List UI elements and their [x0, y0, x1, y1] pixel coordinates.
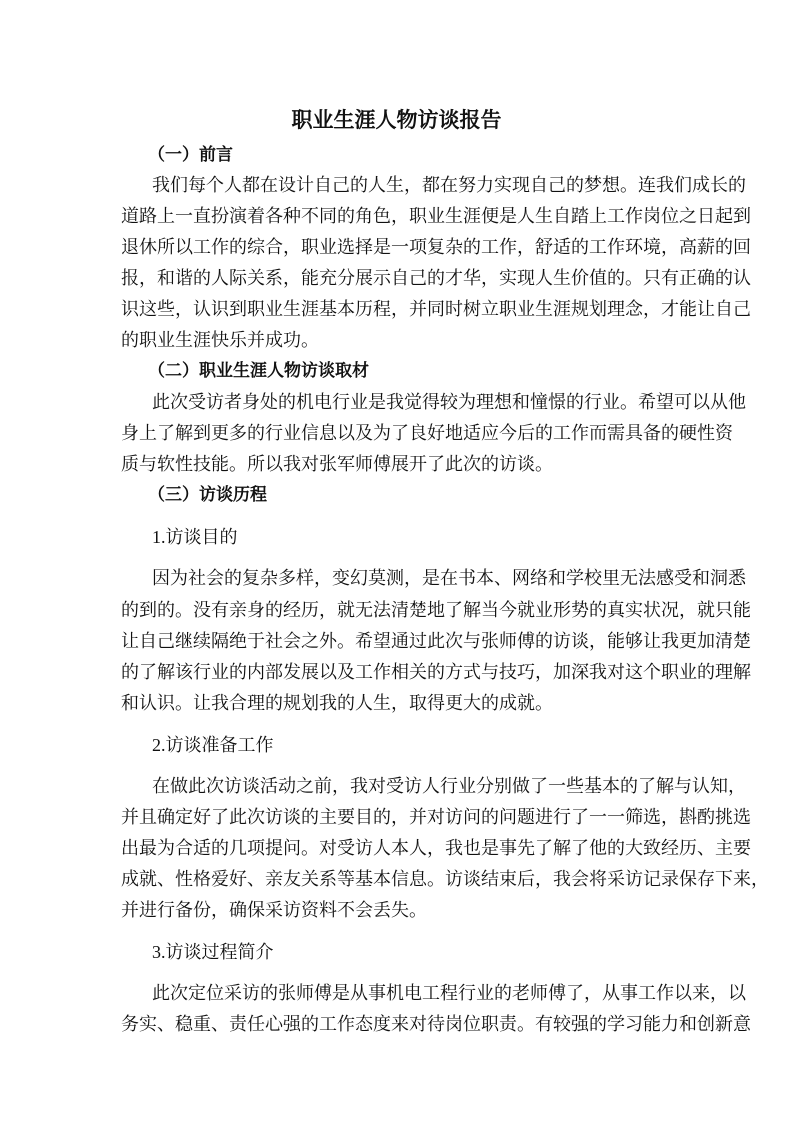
text-line: 并且确定好了此次访谈的主要目的，并对访问的问题进行了一一筛选，斟酌挑选 [121, 807, 751, 827]
text-line: 让自己继续隔绝于社会之外。希望通过此次与张师傅的访谈，能够让我更加清楚 [121, 631, 751, 651]
section-heading: （二）职业生涯人物访谈取材 [148, 361, 369, 380]
text-line: 的到的。没有亲身的经历，就无法清楚地了解当今就业形势的真实状况，就只能 [121, 600, 751, 620]
text-line: 和认识。让我合理的规划我的人生，取得更大的成就。 [121, 693, 553, 713]
text-line: 的了解该行业的内部发展以及工作相关的方式与技巧，加深我对这个职业的理解 [121, 662, 751, 682]
text-line: 退休所以工作的综合，职业选择是一项复杂的工作，舒适的工作环境，高薪的回 [121, 237, 751, 257]
text-line: 在做此次访谈活动之前，我对受访人行业分别做了一些基本的了解与认知， [152, 776, 746, 796]
text-line: 此次定位采访的张师傅是从事机电工程行业的老师傅了，从事工作以来，以 [152, 983, 746, 1003]
subsection-title: 2.访谈准备工作 [152, 735, 274, 755]
text-line: 此次受访者身处的机电行业是我觉得较为理想和憧憬的行业。希望可以从他 [152, 392, 746, 412]
section-heading: （一）前言 [148, 145, 233, 164]
text-line: 识这些，认识到职业生涯基本历程，并同时树立职业生涯规划理念，才能让自己 [121, 299, 751, 319]
text-line: 报，和谐的人际关系，能充分展示自己的才华，实现人生价值的。只有正确的认 [121, 268, 751, 288]
text-line: 出最为合适的几项提问。对受访人本人，我也是事先了解了他的大致经历、主要 [121, 838, 751, 858]
text-line: 因为社会的复杂多样，变幻莫测，是在书本、网络和学校里无法感受和洞悉 [152, 568, 746, 588]
text-line: 务实、稳重、责任心强的工作态度来对待岗位职责。有较强的学习能力和创新意 [121, 1014, 751, 1034]
text-line: 并进行备份，确保采访资料不会丢失。 [121, 900, 427, 920]
subsection-title: 1.访谈目的 [152, 527, 238, 547]
document-title: 职业生涯人物访谈报告 [291, 109, 502, 132]
subsection-title: 3.访谈过程简介 [152, 942, 274, 962]
text-line: 成就、性格爱好、亲友关系等基本信息。访谈结束后，我会将采访记录保存下来， [121, 869, 769, 889]
text-line: 身上了解到更多的行业信息以及为了良好地适应今后的工作而需具备的硬性资 [121, 423, 733, 443]
text-line: 我们每个人都在设计自己的人生，都在努力实现自己的梦想。连我们成长的 [152, 175, 746, 195]
text-line: 的职业生涯快乐并成功。 [121, 330, 319, 350]
text-line: 质与软性技能。所以我对张军师傅展开了此次的访谈。 [121, 454, 553, 474]
text-line: 道路上一直扮演着各种不同的角色，职业生涯便是人生自踏上工作岗位之日起到 [121, 206, 751, 226]
section-heading: （三）访谈历程 [148, 485, 267, 504]
